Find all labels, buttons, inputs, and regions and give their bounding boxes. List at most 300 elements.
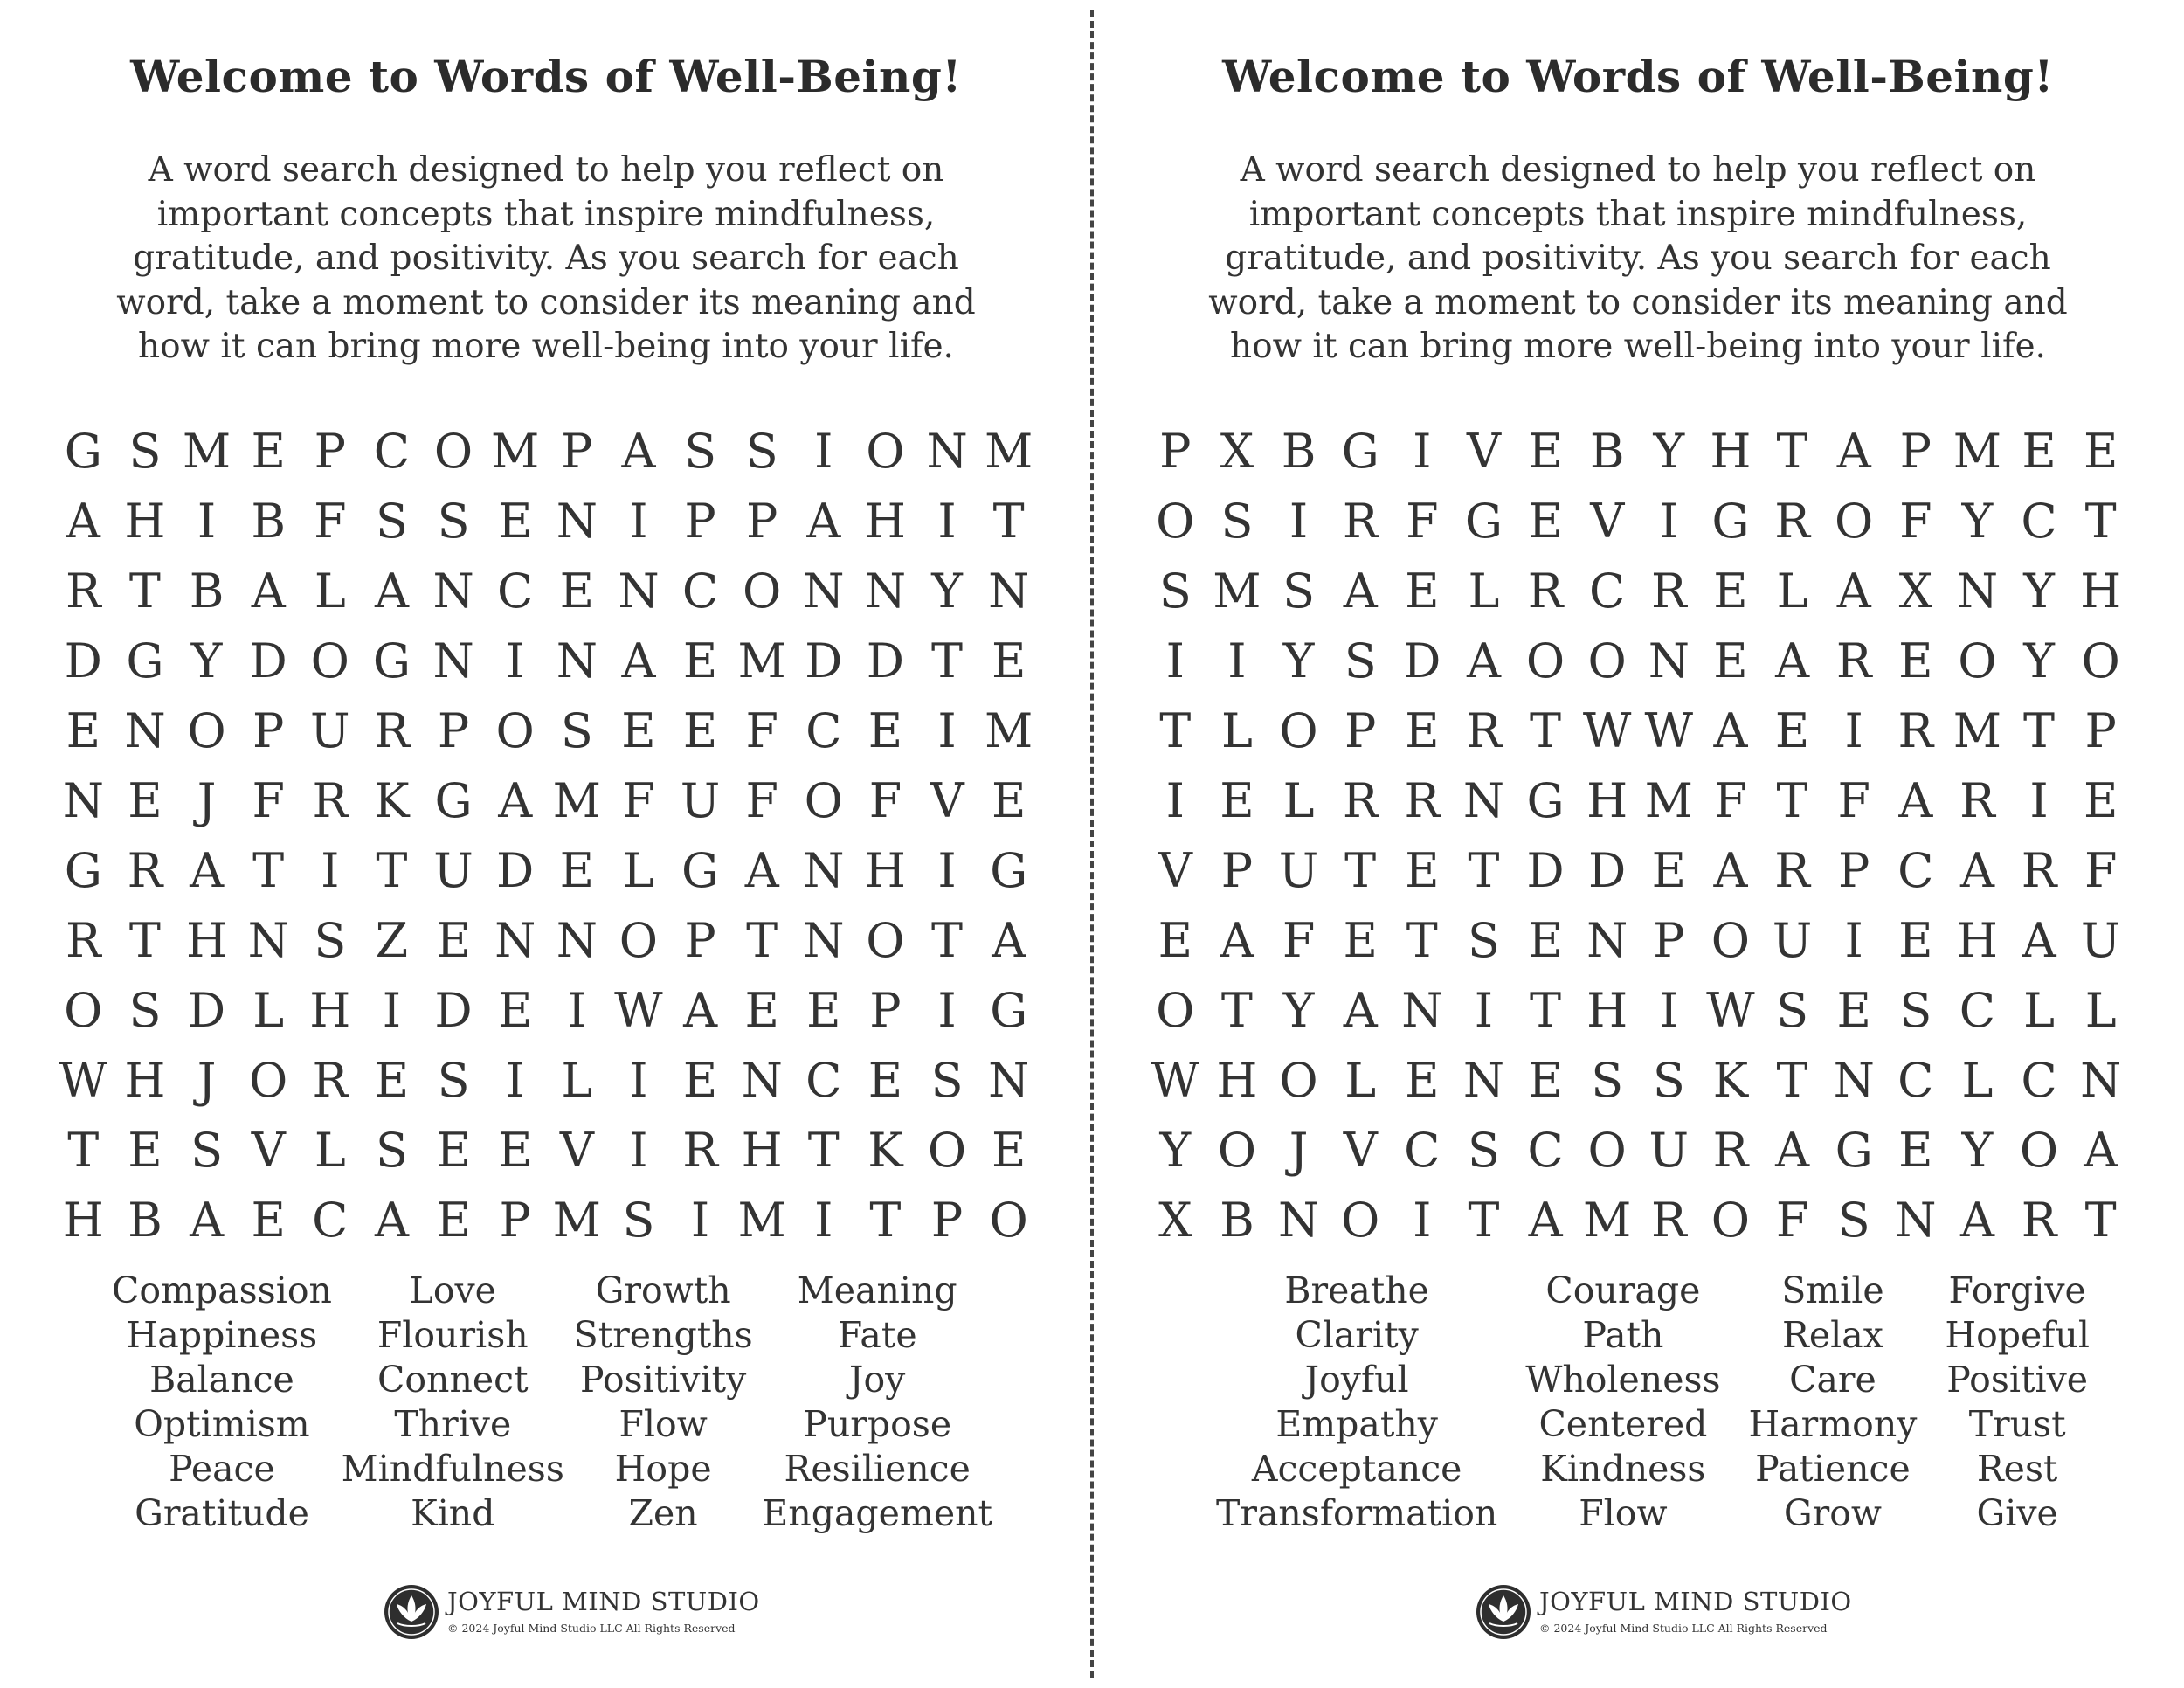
grid-letter[interactable]: I: [1659, 982, 1678, 1038]
grid-letter[interactable]: X: [1220, 423, 1254, 479]
grid-letter[interactable]: I: [197, 493, 217, 549]
grid-letter[interactable]: L: [1776, 563, 1808, 619]
grid-letter[interactable]: M: [737, 633, 786, 688]
grid-letter[interactable]: Y: [190, 633, 223, 688]
grid-letter[interactable]: I: [814, 423, 833, 479]
grid-letter[interactable]: N: [124, 702, 166, 758]
grid-letter[interactable]: T: [869, 1192, 902, 1248]
grid-letter[interactable]: A: [1713, 702, 1748, 758]
grid-letter[interactable]: N: [741, 1052, 783, 1108]
grid-letter[interactable]: P: [1899, 423, 1932, 479]
grid-letter[interactable]: A: [992, 912, 1026, 968]
grid-letter[interactable]: O: [1279, 702, 1318, 758]
grid-letter[interactable]: E: [1774, 702, 1810, 758]
grid-letter[interactable]: O: [989, 1192, 1028, 1248]
grid-letter[interactable]: H: [864, 842, 906, 898]
grid-letter[interactable]: A: [1713, 842, 1748, 898]
grid-letter[interactable]: O: [1587, 1122, 1627, 1178]
grid-letter[interactable]: A: [1466, 633, 1501, 688]
grid-letter[interactable]: A: [1775, 1122, 1810, 1178]
grid-letter[interactable]: O: [64, 982, 103, 1038]
grid-letter[interactable]: U: [1278, 842, 1319, 898]
grid-letter[interactable]: C: [1589, 563, 1626, 619]
grid-letter[interactable]: I: [690, 1192, 710, 1248]
grid-letter[interactable]: N: [1462, 772, 1505, 828]
grid-letter[interactable]: L: [314, 563, 346, 619]
grid-letter[interactable]: E: [436, 1192, 471, 1248]
grid-letter[interactable]: E: [66, 702, 101, 758]
grid-letter[interactable]: H: [124, 1052, 166, 1108]
grid-letter[interactable]: P: [499, 1192, 531, 1248]
grid-letter[interactable]: U: [2080, 912, 2121, 968]
grid-letter[interactable]: O: [187, 702, 226, 758]
grid-letter[interactable]: F: [2084, 842, 2118, 898]
grid-letter[interactable]: N: [1648, 633, 1690, 688]
grid-letter[interactable]: W: [1644, 702, 1694, 758]
grid-letter[interactable]: S: [622, 1192, 655, 1248]
grid-letter[interactable]: E: [1898, 1122, 1933, 1178]
grid-letter[interactable]: E: [128, 1122, 162, 1178]
grid-letter[interactable]: E: [682, 1052, 718, 1108]
grid-letter[interactable]: S: [745, 423, 778, 479]
grid-letter[interactable]: Y: [1282, 633, 1315, 688]
grid-letter[interactable]: L: [2023, 982, 2055, 1038]
grid-letter[interactable]: A: [621, 423, 656, 479]
grid-letter[interactable]: A: [66, 493, 100, 549]
grid-letter[interactable]: A: [683, 982, 718, 1038]
grid-letter[interactable]: V: [1343, 1122, 1378, 1178]
grid-letter[interactable]: E: [374, 1052, 410, 1108]
grid-letter[interactable]: P: [684, 493, 716, 549]
grid-letter[interactable]: G: [434, 772, 473, 828]
grid-letter[interactable]: R: [312, 1052, 349, 1108]
grid-letter[interactable]: K: [1712, 1052, 1749, 1108]
grid-letter[interactable]: E: [682, 702, 718, 758]
grid-letter[interactable]: T: [128, 912, 161, 968]
grid-letter[interactable]: F: [1714, 772, 1747, 828]
grid-letter[interactable]: E: [497, 1122, 533, 1178]
grid-letter[interactable]: S: [437, 1052, 470, 1108]
grid-letter[interactable]: S: [375, 1122, 408, 1178]
grid-letter[interactable]: R: [65, 563, 101, 619]
grid-letter[interactable]: H: [1586, 982, 1628, 1038]
grid-letter[interactable]: G: [1464, 493, 1503, 549]
grid-letter[interactable]: B: [128, 1192, 162, 1248]
grid-letter[interactable]: E: [991, 1122, 1026, 1178]
grid-letter[interactable]: O: [1156, 493, 1195, 549]
grid-letter[interactable]: N: [1462, 1052, 1505, 1108]
grid-letter[interactable]: I: [321, 842, 340, 898]
grid-letter[interactable]: I: [1227, 633, 1247, 688]
grid-letter[interactable]: F: [314, 493, 347, 549]
grid-letter[interactable]: V: [1158, 842, 1192, 898]
grid-letter[interactable]: W: [1582, 702, 1632, 758]
grid-letter[interactable]: E: [1528, 1052, 1563, 1108]
grid-letter[interactable]: T: [1159, 702, 1192, 758]
grid-letter[interactable]: N: [1895, 1192, 1937, 1248]
grid-letter[interactable]: W: [1706, 982, 1755, 1038]
grid-letter[interactable]: S: [1899, 982, 1932, 1038]
grid-letter[interactable]: A: [806, 493, 841, 549]
grid-letter[interactable]: O: [249, 1052, 288, 1108]
grid-letter[interactable]: T: [2084, 493, 2117, 549]
grid-letter[interactable]: T: [1468, 842, 1500, 898]
grid-letter[interactable]: U: [680, 772, 721, 828]
grid-letter[interactable]: F: [868, 772, 902, 828]
grid-letter[interactable]: R: [1774, 493, 1810, 549]
grid-letter[interactable]: E: [251, 423, 286, 479]
grid-letter[interactable]: P: [561, 423, 593, 479]
grid-letter[interactable]: D: [496, 842, 535, 898]
grid-letter[interactable]: D: [866, 633, 905, 688]
grid-letter[interactable]: R: [1650, 563, 1687, 619]
grid-letter[interactable]: I: [382, 982, 402, 1038]
grid-letter[interactable]: S: [1220, 493, 1254, 549]
grid-letter[interactable]: O: [1835, 493, 1874, 549]
grid-letter[interactable]: I: [1844, 702, 1863, 758]
grid-letter[interactable]: E: [559, 842, 595, 898]
grid-letter[interactable]: D: [434, 982, 473, 1038]
grid-letter[interactable]: S: [375, 493, 408, 549]
grid-letter[interactable]: A: [1220, 912, 1254, 968]
grid-letter[interactable]: R: [682, 1122, 718, 1178]
grid-letter[interactable]: B: [1281, 423, 1317, 479]
grid-letter[interactable]: J: [197, 772, 217, 828]
grid-letter[interactable]: C: [312, 1192, 349, 1248]
grid-letter[interactable]: R: [1466, 702, 1502, 758]
grid-letter[interactable]: T: [2023, 702, 2056, 758]
grid-letter[interactable]: A: [498, 772, 533, 828]
grid-letter[interactable]: E: [867, 1052, 903, 1108]
grid-letter[interactable]: P: [252, 702, 285, 758]
grid-letter[interactable]: C: [497, 563, 534, 619]
grid-letter[interactable]: E: [251, 1192, 286, 1248]
grid-letter[interactable]: N: [618, 563, 660, 619]
grid-letter[interactable]: E: [1158, 912, 1193, 968]
grid-letter[interactable]: T: [1530, 982, 1562, 1038]
grid-letter[interactable]: I: [629, 1122, 648, 1178]
grid-letter[interactable]: T: [1776, 772, 1808, 828]
grid-letter[interactable]: Y: [1282, 982, 1315, 1038]
grid-letter[interactable]: G: [126, 633, 164, 688]
grid-letter[interactable]: L: [2084, 982, 2117, 1038]
grid-letter[interactable]: A: [1775, 633, 1810, 688]
grid-letter[interactable]: S: [684, 423, 717, 479]
grid-letter[interactable]: O: [866, 423, 905, 479]
grid-letter[interactable]: E: [1405, 563, 1440, 619]
grid-letter[interactable]: P: [1653, 912, 1685, 968]
grid-letter[interactable]: A: [1959, 1192, 1994, 1248]
grid-letter[interactable]: N: [926, 423, 968, 479]
grid-letter[interactable]: O: [2019, 1122, 2059, 1178]
grid-letter[interactable]: T: [1468, 1192, 1500, 1248]
grid-letter[interactable]: I: [1659, 493, 1678, 549]
grid-letter[interactable]: R: [374, 702, 410, 758]
grid-letter[interactable]: N: [864, 563, 907, 619]
grid-letter[interactable]: S: [1158, 563, 1192, 619]
grid-letter[interactable]: Y: [931, 563, 963, 619]
grid-letter[interactable]: G: [1526, 772, 1565, 828]
grid-letter[interactable]: F: [1775, 1192, 1809, 1248]
grid-letter[interactable]: P: [314, 423, 346, 479]
grid-letter[interactable]: O: [1525, 633, 1565, 688]
grid-letter[interactable]: Z: [375, 912, 409, 968]
grid-letter[interactable]: H: [186, 912, 228, 968]
grid-letter[interactable]: N: [988, 563, 1030, 619]
grid-letter[interactable]: A: [1898, 772, 1933, 828]
grid-letter[interactable]: E: [497, 982, 533, 1038]
grid-letter[interactable]: R: [1959, 772, 1995, 828]
grid-letter[interactable]: S: [128, 423, 162, 479]
grid-letter[interactable]: I: [1413, 423, 1432, 479]
grid-letter[interactable]: R: [2021, 1192, 2057, 1248]
grid-letter[interactable]: G: [681, 842, 720, 898]
grid-letter[interactable]: A: [251, 563, 286, 619]
grid-letter[interactable]: H: [2080, 563, 2122, 619]
grid-letter[interactable]: Y: [1961, 493, 1994, 549]
grid-letter[interactable]: L: [1468, 563, 1500, 619]
grid-letter[interactable]: D: [249, 633, 287, 688]
grid-letter[interactable]: T: [746, 912, 778, 968]
grid-letter[interactable]: V: [559, 1122, 594, 1178]
grid-letter[interactable]: P: [1838, 842, 1870, 898]
grid-letter[interactable]: A: [190, 842, 225, 898]
grid-letter[interactable]: I: [937, 702, 957, 758]
grid-letter[interactable]: J: [197, 1052, 217, 1108]
grid-letter[interactable]: U: [1648, 1122, 1690, 1178]
grid-letter[interactable]: S: [1467, 1122, 1500, 1178]
grid-letter[interactable]: W: [59, 1052, 108, 1108]
grid-letter[interactable]: I: [1844, 912, 1863, 968]
grid-letter[interactable]: D: [187, 982, 226, 1038]
grid-letter[interactable]: O: [1217, 1122, 1257, 1178]
grid-letter[interactable]: O: [1279, 1052, 1318, 1108]
grid-letter[interactable]: I: [814, 1192, 833, 1248]
grid-letter[interactable]: E: [1343, 912, 1378, 968]
grid-letter[interactable]: N: [803, 912, 845, 968]
grid-letter[interactable]: N: [62, 772, 104, 828]
grid-letter[interactable]: T: [992, 493, 1025, 549]
grid-letter[interactable]: N: [1401, 982, 1443, 1038]
grid-letter[interactable]: O: [619, 912, 659, 968]
grid-letter[interactable]: F: [1282, 912, 1316, 968]
grid-letter[interactable]: W: [614, 982, 663, 1038]
grid-letter[interactable]: Y: [2023, 633, 2055, 688]
grid-letter[interactable]: S: [437, 493, 470, 549]
grid-letter[interactable]: Y: [1961, 1122, 1994, 1178]
grid-letter[interactable]: C: [805, 702, 842, 758]
grid-letter[interactable]: C: [681, 563, 719, 619]
grid-letter[interactable]: S: [1652, 1052, 1685, 1108]
grid-letter[interactable]: N: [494, 912, 536, 968]
grid-letter[interactable]: E: [559, 563, 595, 619]
grid-letter[interactable]: S: [1776, 982, 1809, 1038]
grid-letter[interactable]: I: [1413, 1192, 1432, 1248]
grid-letter[interactable]: E: [991, 633, 1026, 688]
grid-letter[interactable]: O: [1587, 633, 1627, 688]
grid-letter[interactable]: L: [1282, 772, 1315, 828]
grid-letter[interactable]: H: [309, 982, 351, 1038]
grid-letter[interactable]: M: [1644, 772, 1693, 828]
grid-letter[interactable]: V: [1466, 423, 1501, 479]
grid-letter[interactable]: O: [433, 423, 473, 479]
grid-letter[interactable]: E: [1220, 772, 1254, 828]
grid-letter[interactable]: H: [1710, 423, 1752, 479]
grid-letter[interactable]: F: [745, 702, 778, 758]
grid-letter[interactable]: A: [621, 633, 656, 688]
grid-letter[interactable]: I: [1474, 982, 1494, 1038]
grid-letter[interactable]: I: [629, 1052, 648, 1108]
grid-letter[interactable]: S: [128, 982, 162, 1038]
grid-letter[interactable]: S: [930, 1052, 964, 1108]
grid-letter[interactable]: I: [629, 493, 648, 549]
grid-letter[interactable]: I: [937, 982, 957, 1038]
grid-letter[interactable]: F: [252, 772, 285, 828]
grid-letter[interactable]: N: [556, 912, 598, 968]
grid-letter[interactable]: A: [1836, 423, 1871, 479]
grid-letter[interactable]: E: [1405, 842, 1440, 898]
grid-letter[interactable]: P: [684, 912, 716, 968]
grid-letter[interactable]: T: [807, 1122, 840, 1178]
grid-letter[interactable]: K: [867, 1122, 903, 1178]
grid-letter[interactable]: N: [556, 633, 598, 688]
grid-letter[interactable]: S: [1591, 1052, 1624, 1108]
grid-letter[interactable]: C: [1404, 1122, 1441, 1178]
grid-letter[interactable]: R: [1527, 563, 1564, 619]
grid-letter[interactable]: E: [1898, 633, 1933, 688]
grid-letter[interactable]: X: [1158, 1192, 1192, 1248]
grid-letter[interactable]: E: [806, 982, 841, 1038]
grid-letter[interactable]: L: [314, 1122, 346, 1178]
grid-letter[interactable]: N: [1833, 1052, 1875, 1108]
grid-letter[interactable]: A: [1343, 563, 1378, 619]
grid-letter[interactable]: F: [1837, 772, 1870, 828]
grid-letter[interactable]: C: [1897, 1052, 1934, 1108]
grid-letter[interactable]: E: [1713, 633, 1748, 688]
grid-letter[interactable]: P: [746, 493, 778, 549]
grid-letter[interactable]: V: [930, 772, 964, 828]
grid-letter[interactable]: R: [1404, 772, 1441, 828]
grid-letter[interactable]: K: [374, 772, 410, 828]
grid-letter[interactable]: O: [1711, 912, 1751, 968]
grid-letter[interactable]: A: [190, 1192, 225, 1248]
grid-letter[interactable]: M: [1952, 702, 2002, 758]
grid-letter[interactable]: E: [682, 633, 718, 688]
grid-letter[interactable]: F: [745, 772, 778, 828]
grid-letter[interactable]: V: [251, 1122, 286, 1178]
grid-letter[interactable]: G: [64, 842, 102, 898]
grid-letter[interactable]: D: [805, 633, 843, 688]
grid-letter[interactable]: L: [252, 982, 285, 1038]
grid-letter[interactable]: T: [931, 633, 964, 688]
grid-letter[interactable]: E: [128, 772, 162, 828]
grid-letter[interactable]: H: [124, 493, 166, 549]
grid-letter[interactable]: O: [1156, 982, 1195, 1038]
grid-letter[interactable]: C: [1897, 842, 1934, 898]
grid-letter[interactable]: D: [64, 633, 102, 688]
grid-letter[interactable]: U: [1772, 912, 1813, 968]
grid-letter[interactable]: D: [1526, 842, 1565, 898]
grid-letter[interactable]: M: [491, 423, 540, 479]
grid-letter[interactable]: X: [1898, 563, 1933, 619]
grid-letter[interactable]: T: [1530, 702, 1562, 758]
grid-letter[interactable]: E: [1898, 912, 1933, 968]
grid-letter[interactable]: T: [1776, 423, 1808, 479]
grid-letter[interactable]: I: [1165, 772, 1185, 828]
grid-letter[interactable]: L: [623, 842, 654, 898]
grid-letter[interactable]: H: [1216, 1052, 1258, 1108]
grid-letter[interactable]: E: [1405, 1052, 1440, 1108]
grid-letter[interactable]: T: [1776, 1052, 1808, 1108]
grid-letter[interactable]: N: [432, 633, 474, 688]
grid-letter[interactable]: E: [1405, 702, 1440, 758]
grid-letter[interactable]: R: [65, 912, 101, 968]
grid-letter[interactable]: U: [433, 842, 473, 898]
grid-letter[interactable]: P: [437, 702, 470, 758]
grid-letter[interactable]: S: [1837, 1192, 1870, 1248]
grid-letter[interactable]: G: [372, 633, 411, 688]
grid-letter[interactable]: P: [869, 982, 902, 1038]
grid-letter[interactable]: E: [436, 1122, 471, 1178]
grid-letter[interactable]: I: [567, 982, 586, 1038]
grid-letter[interactable]: A: [1836, 563, 1871, 619]
grid-letter[interactable]: T: [376, 842, 408, 898]
grid-letter[interactable]: P: [2084, 702, 2117, 758]
grid-letter[interactable]: S: [1344, 633, 1377, 688]
grid-letter[interactable]: C: [2021, 493, 2057, 549]
grid-letter[interactable]: I: [937, 493, 957, 549]
grid-letter[interactable]: B: [1220, 1192, 1254, 1248]
grid-letter[interactable]: G: [990, 982, 1028, 1038]
grid-letter[interactable]: S: [560, 702, 593, 758]
grid-letter[interactable]: R: [1650, 1192, 1687, 1248]
grid-letter[interactable]: S: [1282, 563, 1316, 619]
grid-letter[interactable]: E: [1528, 912, 1563, 968]
grid-letter[interactable]: A: [374, 1192, 409, 1248]
grid-letter[interactable]: W: [1151, 1052, 1200, 1108]
grid-letter[interactable]: N: [988, 1052, 1030, 1108]
grid-letter[interactable]: L: [1961, 1052, 1994, 1108]
grid-letter[interactable]: E: [1651, 842, 1687, 898]
grid-letter[interactable]: M: [985, 702, 1033, 758]
grid-letter[interactable]: C: [1527, 1122, 1564, 1178]
grid-letter[interactable]: I: [1165, 633, 1185, 688]
grid-letter[interactable]: Y: [2023, 563, 2055, 619]
grid-letter[interactable]: O: [927, 1122, 967, 1178]
grid-letter[interactable]: G: [1835, 1122, 1873, 1178]
grid-letter[interactable]: G: [990, 842, 1028, 898]
grid-letter[interactable]: R: [1712, 1122, 1749, 1178]
grid-letter[interactable]: P: [1344, 702, 1377, 758]
grid-letter[interactable]: S: [314, 912, 347, 968]
grid-letter[interactable]: N: [432, 563, 474, 619]
grid-letter[interactable]: L: [561, 1052, 593, 1108]
grid-letter[interactable]: N: [803, 842, 845, 898]
grid-letter[interactable]: T: [931, 912, 964, 968]
grid-letter[interactable]: E: [867, 702, 903, 758]
grid-letter[interactable]: G: [1711, 493, 1750, 549]
grid-letter[interactable]: S: [190, 1122, 224, 1178]
grid-letter[interactable]: H: [1586, 772, 1628, 828]
grid-letter[interactable]: F: [1899, 493, 1932, 549]
grid-letter[interactable]: H: [62, 1192, 104, 1248]
grid-letter[interactable]: F: [1406, 493, 1439, 549]
grid-letter[interactable]: C: [373, 423, 411, 479]
grid-letter[interactable]: N: [247, 912, 289, 968]
grid-letter[interactable]: T: [1344, 842, 1377, 898]
grid-letter[interactable]: T: [1406, 912, 1438, 968]
grid-letter[interactable]: I: [506, 633, 525, 688]
